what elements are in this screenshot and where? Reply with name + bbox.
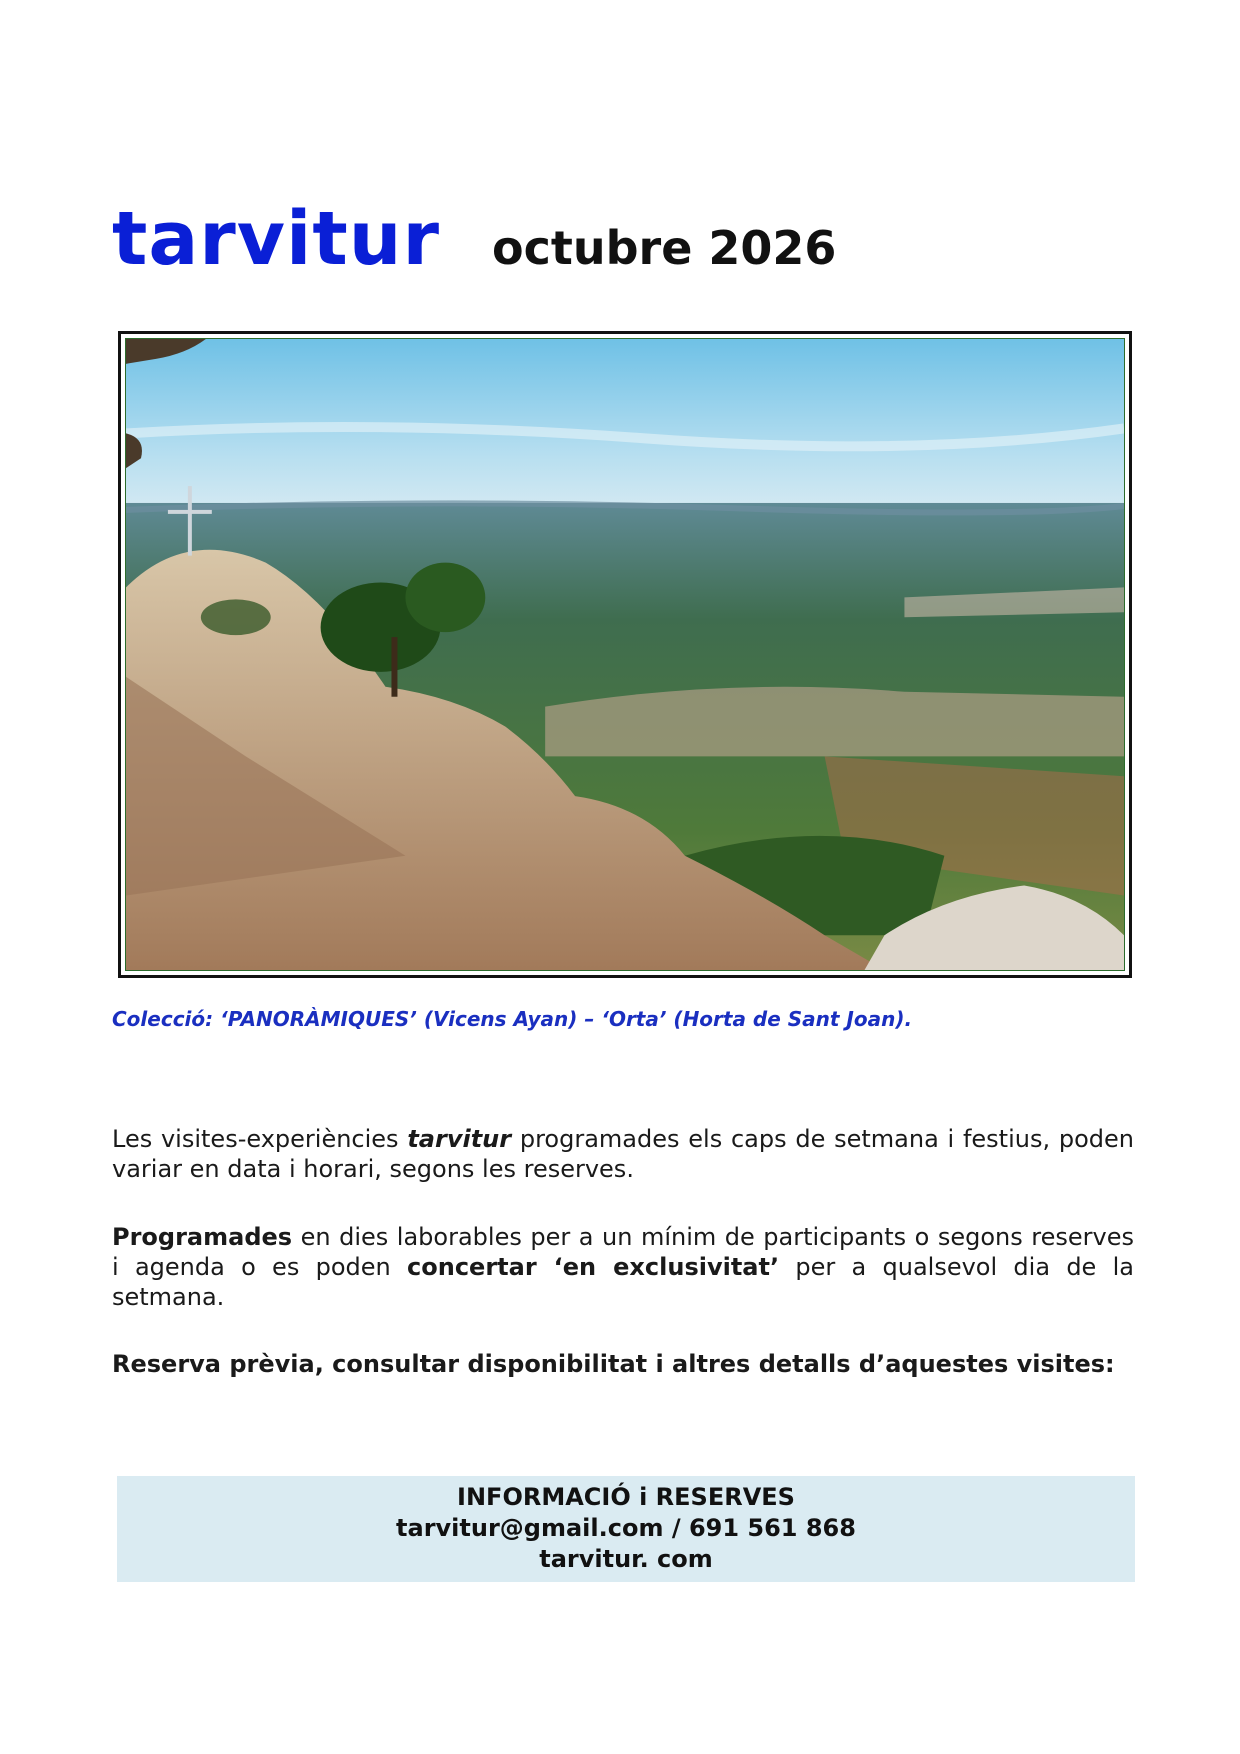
landscape-illustration	[126, 339, 1124, 970]
panorama-photo	[118, 331, 1132, 978]
paragraph1-text-end: programades els caps de setmana i festius, poden variar en data i horari, segons les reserves.	[112, 1125, 1134, 1183]
paragraph2-bold-exclusive: concertar ‘en exclusivitat’	[407, 1253, 780, 1281]
photo-image	[125, 338, 1125, 971]
info-title: INFORMACIÓ i RESERVES	[457, 1483, 795, 1511]
header	[112, 196, 836, 282]
month-title: octubre 2026	[491, 221, 837, 275]
paragraph-reservation: Reserva prèvia, consultar disponibilitat i altres detalls d’aquestes visites:	[112, 1350, 1115, 1378]
paragraph1-brand: tarvitur	[407, 1125, 512, 1153]
paragraph2-text-middle: en dies laborables per a un mínim de participants o segons reserves i agenda o es poden	[112, 1223, 1134, 1281]
photo-caption: Colecció: ‘PANORÀMIQUES’ (Vicens Ayan) – ‘Orta’ (Horta de Sant Joan).	[112, 1007, 913, 1031]
brand-title: tarvitur	[112, 196, 440, 282]
paragraph-schedule	[112, 1124, 1134, 1184]
info-website[interactable]: tarvitur. com	[539, 1545, 713, 1573]
paragraph2-text-end: per a qualsevol dia de la setmana.	[112, 1253, 1134, 1311]
paragraph-weekdays	[112, 1222, 1134, 1312]
paragraph1-text-start: Les visites-experiències	[112, 1125, 408, 1153]
paragraph2-bold-start: Programades	[112, 1223, 293, 1251]
info-contact[interactable]: tarvitur@gmail.com / 691 561 868	[396, 1514, 856, 1542]
info-box	[117, 1476, 1135, 1582]
